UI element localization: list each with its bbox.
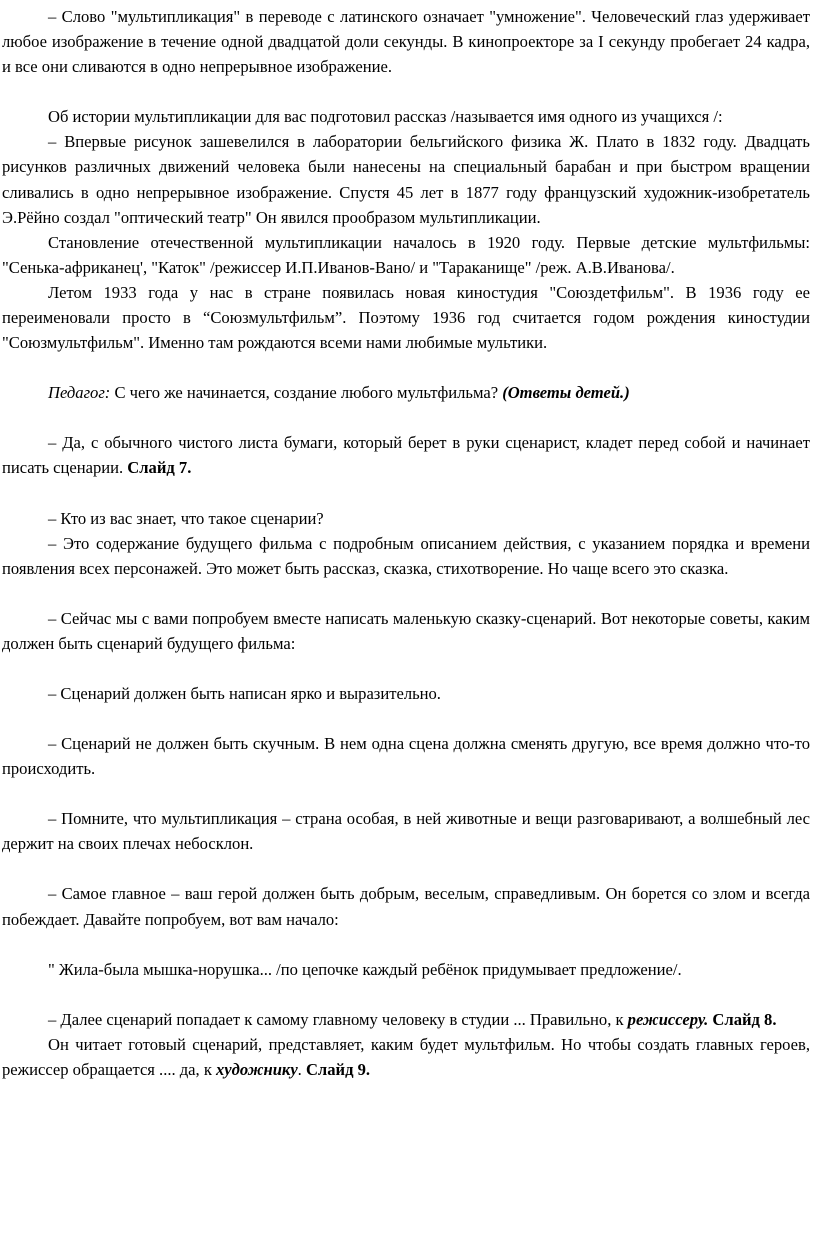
- text-run-normal: Он читает готовый сценарий, представляет, каким будет мультфильм. Но чтобы создать главных героев, режиссер обращается .... да, к: [2, 1034, 810, 1079]
- paragraph: [2, 957, 810, 982]
- text-run-normal: – Помните, что мультипликация – страна особая, в ней животные и вещи разговаривают, а волшебный лес держит на своих плечах небосклон.: [2, 809, 810, 854]
- paragraph: [2, 1032, 810, 1082]
- text-run-normal: – Да, с обычного чистого листа бумаги, который берет в руки сценарист, кладет перед собой и начинает писать сценарии.: [2, 433, 810, 478]
- text-run-normal: Об истории мультипликации для вас подготовил рассказ /называется имя одного из учащихся /:: [48, 107, 723, 127]
- paragraph: [2, 806, 810, 856]
- text-run-normal: Становление отечественной мультипликации началось в 1920 году. Первые детские мультфильмы: "Сенька-африканец', "Каток" /режиссер И.П.Иванов-Вано/ и "Тараканище" /реж. А.В.Иванова/.: [2, 232, 810, 277]
- text-run-normal: – Сценарий должен быть написан ярко и выразительно.: [48, 683, 441, 703]
- paragraph: [2, 380, 810, 405]
- text-run-normal: – Самое главное – ваш герой должен быть добрым, веселым, справедливым. Он борется со злом и всегда побеждает. Давайте попробуем, вот вам начало:: [2, 884, 810, 929]
- text-run-bold-italic: (Ответы детей.): [502, 383, 630, 403]
- text-run-bold-italic: художнику: [216, 1059, 298, 1079]
- paragraph: [2, 531, 810, 581]
- text-run-normal: Летом 1933 года у нас в стране появилась новая киностудия "Союздетфильм". В 1936 году ее переименовали просто в “Союзмультфильм”. Поэтому 1936 год считается годом рождения киностудии "Союзмультфильм". Именно там рождаются всеми нами любимые мультики.: [2, 282, 810, 353]
- text-run-italic: Педагог:: [48, 383, 111, 403]
- text-run-normal: – Далее сценарий попадает к самому главному человеку в студии ... Правильно, к: [48, 1009, 628, 1029]
- paragraph: [2, 1007, 810, 1032]
- text-run-normal: " Жила-была мышка-норушка... /по цепочке каждый ребёнок придумывает предложение/.: [48, 959, 682, 979]
- text-run-normal: – Это содержание будущего фильма с подробным описанием действия, с указанием порядка и времени появления всех персонажей. Это может быть рассказ, сказка, стихотворение. Но чаще всего это сказка.: [2, 533, 810, 578]
- paragraph: [2, 681, 810, 706]
- text-run-normal: – Сценарий не должен быть скучным. В нем одна сцена должна сменять другую, все время должно что-то происходить.: [2, 734, 810, 779]
- text-run-normal: С чего же начинается, создание любого мультфильма?: [110, 383, 503, 403]
- paragraph: [2, 430, 810, 480]
- text-run-normal: .: [297, 1059, 306, 1079]
- text-run-bold-italic: режиссеру.: [627, 1009, 709, 1029]
- text-run-bold: Слайд 9.: [305, 1059, 371, 1079]
- paragraph: [2, 4, 810, 79]
- paragraph: [2, 606, 810, 656]
- text-run-normal: – Сейчас мы с вами попробуем вместе написать маленькую сказку-сценарий. Вот некоторые советы, каким должен быть сценарий будущего фильма:: [2, 608, 810, 653]
- text-run-bold: Слайд 8.: [712, 1009, 777, 1029]
- text-run-bold: Слайд 7.: [127, 458, 192, 478]
- document-body: [2, 4, 810, 1082]
- text-run-normal: – Впервые рисунок зашевелился в лаборатории бельгийского физика Ж. Плато в 1832 году. Двадцать рисунков различных движений человека были нанесены на специальный барабан и при быстром вращении сливались в одно непрерывное изображение. Спустя 45 лет в 1877 году французский художник-изобретатель Э.Рёйно создал "оптический театр" Он явился прообразом мультипликации.: [2, 132, 810, 227]
- paragraph: [2, 280, 810, 355]
- paragraph: [2, 731, 810, 781]
- paragraph: [2, 881, 810, 931]
- text-run-normal: – Слово "мультипликация" в переводе с латинского означает "умножение". Человеческий глаз удерживает любое изображение в течение одной двадцатой доли секунды. В кинопроекторе за I секунду пробегает 24 кадра, и все они сливаются в одно непрерывное изображение.: [2, 7, 810, 77]
- paragraph: [2, 506, 810, 531]
- paragraph: [2, 104, 810, 129]
- text-run-normal: – Кто из вас знает, что такое сценарии?: [48, 508, 324, 528]
- paragraph: [2, 129, 810, 229]
- paragraph: [2, 230, 810, 280]
